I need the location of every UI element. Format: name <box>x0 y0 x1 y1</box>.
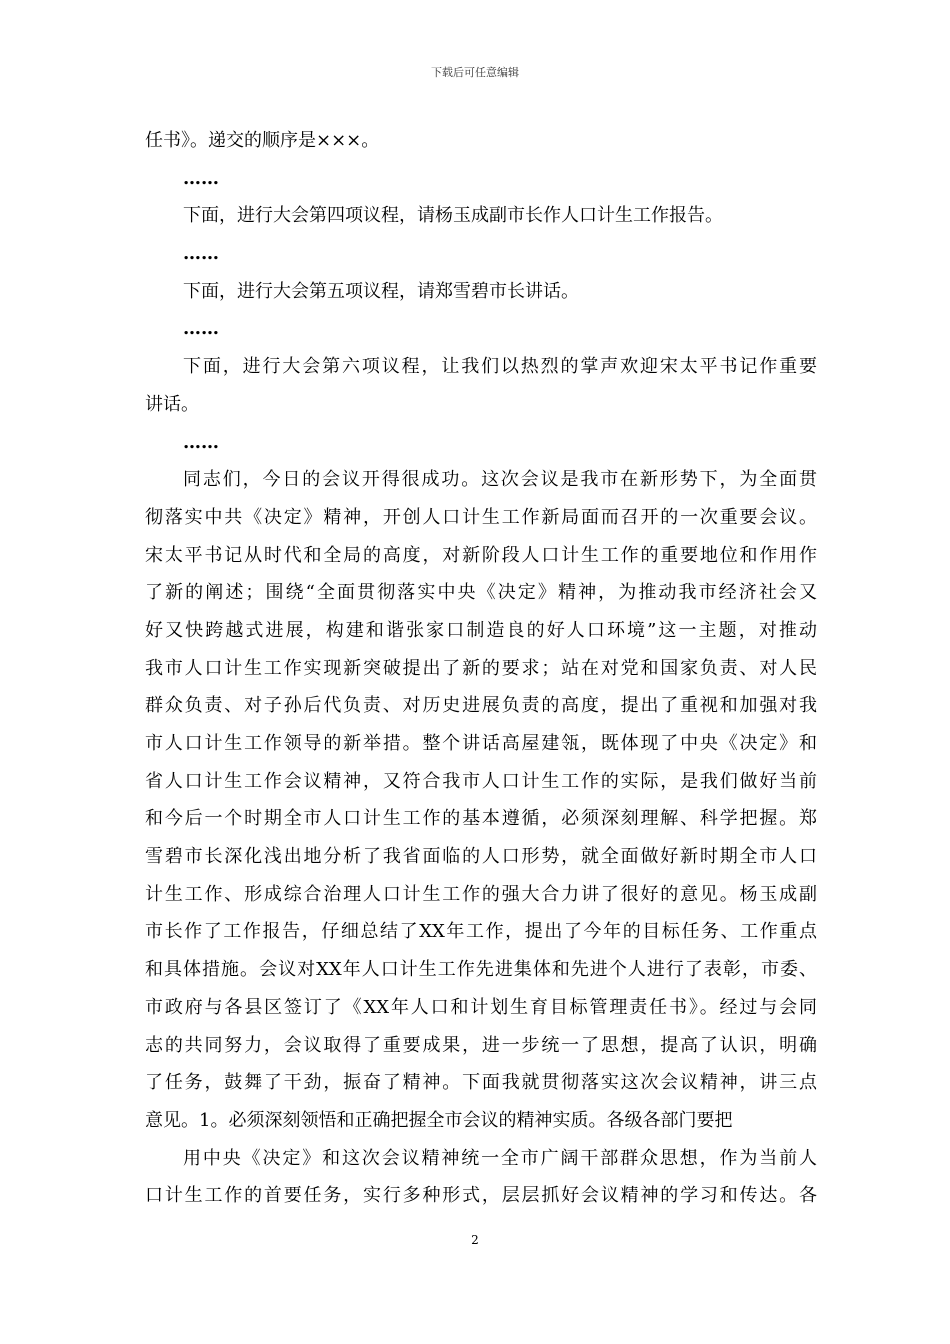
text-line: 宋太平书记从时代和全局的高度，对新阶段人口计生工作的重要地位和作用作 <box>145 544 817 566</box>
text-line: 下面，进行大会第四项议程，请杨玉成副市长作人口计生工作报告。 <box>183 205 723 227</box>
text-line: 省人口计生工作会议精神，又符合我市人口计生工作的实际，是我们做好当前 <box>145 770 817 792</box>
text-line: 市长作了工作报告，仔细总结了XX年工作，提出了今年的目标任务、工作重点 <box>145 921 817 943</box>
page-number: 2 <box>471 1233 479 1247</box>
text-line: 用中央《决定》和这次会议精神统一全市广阔干部群众思想，作为当前人 <box>183 1147 817 1169</box>
text-line: 雪碧市长深化浅出地分析了我省面临的人口形势，就全面做好新时期全市人口 <box>145 846 817 868</box>
ellipsis-line: …… <box>183 431 219 453</box>
text-line: 讲话。 <box>145 393 199 415</box>
ellipsis-line: …… <box>183 167 219 189</box>
text-line: 意见。1。必须深刻领悟和正确把握全市会议的精神实质。各级各部门要把 <box>145 1109 733 1131</box>
text-line: 同志们，今日的会议开得很成功。这次会议是我市在新形势下，为全面贯 <box>183 469 817 491</box>
text-line: 好又快跨越式进展，构建和谐张家口制造良的好人口环境”这一主题，对推动 <box>145 619 817 641</box>
text-line: 市人口计生工作领导的新举措。整个讲话高屋建瓴，既体现了中央《决定》和 <box>145 733 817 754</box>
text-line: 志的共同努力，会议取得了重要成果，进一步统一了思想，提高了认识，明确 <box>145 1034 817 1056</box>
text-line: 市政府与各县区签订了《XX年人口和计划生育目标管理责任书》。经过与会同 <box>145 996 817 1018</box>
text-line: 群众负责、对子孙后代负责、对历史进展负责的高度，提出了重视和加强对我 <box>145 695 817 717</box>
text-line: 计生工作、形成综合治理人口计生工作的强大合力讲了很好的意见。杨玉成副 <box>145 883 817 905</box>
text-line: 了任务，鼓舞了干劲，振奋了精神。下面我就贯彻落实这次会议精神，讲三点 <box>145 1072 817 1094</box>
ellipsis-line: …… <box>183 318 219 340</box>
text-line: 和今后一个时期全市人口计生工作的基本遵循，必须深刻理解、科学把握。郑 <box>145 808 817 830</box>
text-line: 我市人口计生工作实现新突破提出了新的要求；站在对党和国家负责、对人民 <box>145 657 817 679</box>
text-line: 任书》。递交的顺序是×××。 <box>145 130 380 151</box>
text-line: 和具体措施。会议对XX年人口计生工作先进集体和先进个人进行了表彰，市委、 <box>145 959 817 981</box>
page-header: 下载后可任意编辑 <box>431 66 519 79</box>
text-line: 口计生工作的首要任务，实行多种形式，层层抓好会议精神的学习和传达。各 <box>145 1185 817 1207</box>
text-line: 了新的阐述；围绕“全面贯彻落实中央《决定》精神，为推动我市经济社会又 <box>145 582 817 604</box>
text-line: 彻落实中共《决定》精神，开创人口计生工作新局面而召开的一次重要会议。 <box>145 506 817 528</box>
text-line: 下面，进行大会第五项议程，请郑雪碧市长讲话。 <box>183 280 579 302</box>
document-body <box>145 122 817 1215</box>
ellipsis-line: …… <box>183 243 219 265</box>
text-line: 下面，进行大会第六项议程，让我们以热烈的掌声欢迎宋太平书记作重要 <box>183 356 817 378</box>
